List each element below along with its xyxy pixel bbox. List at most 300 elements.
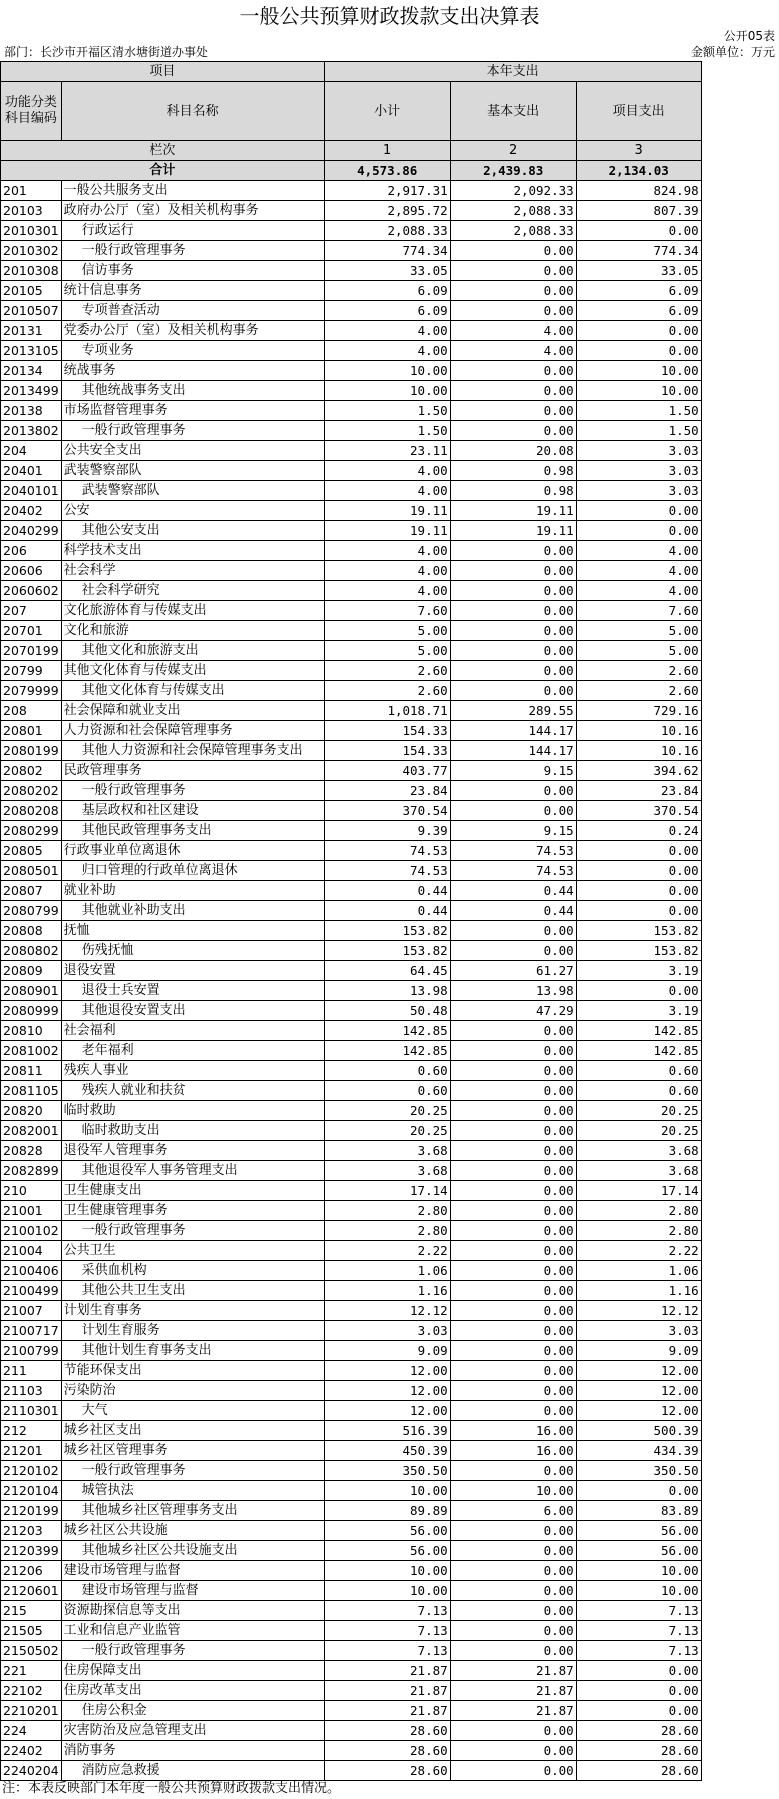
department-label: 部门：长沙市开福区清水塘街道办事处 [4,45,209,59]
table-row [1,1301,702,1321]
row-project: 5.00 [576,621,701,641]
row-subtotal: 2.22 [324,1241,450,1261]
row-name: 住房公积金 [61,1701,324,1721]
row-subtotal: 3.03 [324,1321,450,1341]
row-code: 2010308 [1,261,62,281]
row-code: 2013105 [1,341,62,361]
row-basic: 0.00 [450,1081,576,1101]
table-row [1,241,702,261]
row-code: 21505 [1,1621,62,1641]
row-project: 3.19 [576,1001,701,1021]
row-project: 5.00 [576,641,701,661]
row-name: 其他文化体育与传媒支出 [61,661,324,681]
row-name: 一般行政管理事务 [61,241,324,261]
row-project: 6.09 [576,281,701,301]
table-row [1,681,702,701]
row-name: 归口管理的行政单位离退休 [61,861,324,881]
table-row [1,381,702,401]
table-row [1,1341,702,1361]
row-code: 21103 [1,1381,62,1401]
header-current-year: 本年支出 [324,62,701,82]
row-project: 394.62 [576,761,701,781]
page-title: 一般公共预算财政拨款支出决算表 [239,4,540,28]
row-subtotal: 23.84 [324,781,450,801]
row-subtotal: 0.60 [324,1081,450,1101]
row-code: 20134 [1,361,62,381]
row-name: 基层政权和社区建设 [61,801,324,821]
row-code: 20810 [1,1021,62,1041]
row-name: 临时救助支出 [61,1121,324,1141]
row-basic: 0.00 [450,1021,576,1041]
row-name: 人力资源和社会保障管理事务 [61,721,324,741]
row-project: 7.13 [576,1601,701,1621]
row-project: 2.80 [576,1201,701,1221]
row-project: 7.13 [576,1641,701,1661]
row-code: 20105 [1,281,62,301]
row-name: 残疾人事业 [61,1061,324,1081]
row-basic: 0.00 [450,1381,576,1401]
row-basic: 0.00 [450,361,576,381]
row-project: 83.89 [576,1501,701,1521]
total-basic: 2,439.83 [450,161,576,181]
row-project: 2.60 [576,681,701,701]
row-project: 0.00 [576,521,701,541]
row-project: 28.60 [576,1741,701,1761]
table-row [1,661,702,681]
table-row [1,741,702,761]
table-row [1,801,702,821]
row-basic: 0.00 [450,1061,576,1081]
row-code: 21201 [1,1441,62,1461]
row-subtotal: 0.60 [324,1061,450,1081]
row-code: 20828 [1,1141,62,1161]
table-row [1,761,702,781]
row-name: 文化和旅游 [61,621,324,641]
row-subtotal: 5.00 [324,621,450,641]
table-row [1,1061,702,1081]
row-name: 其他退役军人事务管理支出 [61,1161,324,1181]
row-project: 0.00 [576,221,701,241]
row-code: 20138 [1,401,62,421]
row-subtotal: 1.06 [324,1261,450,1281]
header-column-index: 栏次 [1,141,325,161]
row-basic: 0.44 [450,901,576,921]
row-project: 807.39 [576,201,701,221]
row-name: 其他就业补助支出 [61,901,324,921]
index-2: 2 [450,141,576,161]
row-project: 500.39 [576,1421,701,1441]
row-basic: 0.00 [450,1201,576,1221]
row-basic: 20.08 [450,441,576,461]
row-basic: 0.00 [450,1241,576,1261]
row-basic: 0.00 [450,1521,576,1541]
row-basic: 10.00 [450,1481,576,1501]
row-basic: 0.00 [450,1101,576,1121]
row-name: 一般行政管理事务 [61,1461,324,1481]
row-project: 0.00 [576,501,701,521]
row-basic: 0.00 [450,1361,576,1381]
row-code: 21007 [1,1301,62,1321]
row-name: 社会科学研究 [61,581,324,601]
table-row [1,1581,702,1601]
table-row [1,521,702,541]
row-basic: 0.00 [450,1621,576,1641]
row-subtotal: 154.33 [324,741,450,761]
row-basic: 0.00 [450,241,576,261]
table-row [1,1501,702,1521]
row-subtotal: 142.85 [324,1021,450,1041]
row-name: 专项业务 [61,341,324,361]
row-code: 2013802 [1,421,62,441]
row-subtotal: 89.89 [324,1501,450,1521]
row-project: 56.00 [576,1541,701,1561]
row-subtotal: 19.11 [324,501,450,521]
row-subtotal: 28.60 [324,1721,450,1741]
row-basic: 0.00 [450,1601,576,1621]
row-code: 212 [1,1421,62,1441]
row-code: 20802 [1,761,62,781]
row-subtotal: 74.53 [324,841,450,861]
row-subtotal: 4.00 [324,341,450,361]
row-project: 153.82 [576,941,701,961]
row-name: 公安 [61,501,324,521]
row-code: 2120104 [1,1481,62,1501]
row-subtotal: 153.82 [324,941,450,961]
row-name: 就业补助 [61,881,324,901]
row-code: 201 [1,181,62,201]
table-row [1,921,702,941]
table-row [1,841,702,861]
row-name: 公共卫生 [61,1241,324,1261]
row-project: 23.84 [576,781,701,801]
row-code: 2080901 [1,981,62,1001]
row-project: 1.50 [576,401,701,421]
row-name: 工业和信息产业监管 [61,1621,324,1641]
row-name: 武装警察部队 [61,481,324,501]
row-code: 20401 [1,461,62,481]
row-basic: 289.55 [450,701,576,721]
row-basic: 61.27 [450,961,576,981]
row-project: 2.80 [576,1221,701,1241]
row-basic: 19.11 [450,521,576,541]
row-subtotal: 12.12 [324,1301,450,1321]
row-name: 武装警察部队 [61,461,324,481]
row-basic: 0.00 [450,401,576,421]
table-row [1,1001,702,1021]
row-basic: 0.00 [450,661,576,681]
row-name: 科学技术支出 [61,541,324,561]
row-project: 3.03 [576,441,701,461]
row-subtotal: 2.60 [324,661,450,681]
row-subtotal: 7.13 [324,1621,450,1641]
row-code: 22402 [1,1741,62,1761]
table-row [1,1241,702,1261]
table-row [1,1681,702,1701]
row-basic: 0.00 [450,801,576,821]
row-project: 3.68 [576,1141,701,1161]
row-basic: 21.87 [450,1701,576,1721]
row-code: 206 [1,541,62,561]
row-code: 208 [1,701,62,721]
row-project: 7.13 [576,1621,701,1641]
row-subtotal: 4.00 [324,481,450,501]
row-subtotal: 12.00 [324,1361,450,1381]
row-basic: 0.00 [450,541,576,561]
table-row [1,1261,702,1281]
row-name: 一般公共服务支出 [61,181,324,201]
table-row [1,261,702,281]
expenditure-table [0,61,702,1781]
row-code: 211 [1,1361,62,1381]
row-basic: 0.00 [450,1141,576,1161]
table-row [1,1221,702,1241]
table-row [1,821,702,841]
row-code: 21001 [1,1201,62,1221]
row-basic: 0.00 [450,941,576,961]
row-name: 其他统战事务支出 [61,381,324,401]
row-basic: 0.00 [450,1541,576,1561]
row-project: 0.00 [576,1661,701,1681]
row-subtotal: 370.54 [324,801,450,821]
row-name: 建设市场管理与监督 [61,1561,324,1581]
row-code: 2081105 [1,1081,62,1101]
row-code: 2120399 [1,1541,62,1561]
row-code: 21004 [1,1241,62,1261]
row-basic: 0.00 [450,261,576,281]
row-project: 1.06 [576,1261,701,1281]
row-project: 0.00 [576,841,701,861]
row-subtotal: 2,895.72 [324,201,450,221]
table-row [1,1081,702,1101]
row-name: 城乡社区管理事务 [61,1441,324,1461]
row-code: 20103 [1,201,62,221]
row-name: 残疾人就业和扶贫 [61,1081,324,1101]
row-name: 其他人力资源和社会保障管理事务支出 [61,741,324,761]
row-project: 434.39 [576,1441,701,1461]
row-subtotal: 13.98 [324,981,450,1001]
table-row [1,601,702,621]
table-row [1,781,702,801]
table-row [1,1281,702,1301]
table-row [1,1521,702,1541]
row-project: 3.19 [576,961,701,981]
table-row [1,1641,702,1661]
row-subtotal: 4.00 [324,321,450,341]
row-code: 22102 [1,1681,62,1701]
row-subtotal: 20.25 [324,1121,450,1141]
row-name: 其他退役安置支出 [61,1001,324,1021]
row-project: 0.00 [576,1481,701,1501]
row-code: 2120102 [1,1461,62,1481]
row-name: 城乡社区支出 [61,1421,324,1441]
row-subtotal: 450.39 [324,1441,450,1461]
row-subtotal: 2,088.33 [324,221,450,241]
table-row [1,1141,702,1161]
row-subtotal: 7.13 [324,1641,450,1661]
header-subtotal: 小计 [324,82,450,141]
row-subtotal: 50.48 [324,1001,450,1021]
row-basic: 74.53 [450,861,576,881]
row-basic: 0.98 [450,461,576,481]
row-project: 4.00 [576,561,701,581]
row-basic: 0.00 [450,621,576,641]
row-code: 2010507 [1,301,62,321]
row-project: 729.16 [576,701,701,721]
table-row [1,641,702,661]
row-name: 住房保障支出 [61,1661,324,1681]
row-code: 2040299 [1,521,62,541]
row-code: 20701 [1,621,62,641]
row-subtotal: 28.60 [324,1761,450,1781]
row-basic: 0.00 [450,1341,576,1361]
table-row [1,1101,702,1121]
row-basic: 47.29 [450,1001,576,1021]
row-basic: 0.00 [450,381,576,401]
table-row [1,1721,702,1741]
row-subtotal: 74.53 [324,861,450,881]
row-basic: 0.00 [450,1401,576,1421]
row-project: 0.00 [576,321,701,341]
row-basic: 0.00 [450,421,576,441]
table-row [1,1441,702,1461]
row-project: 0.60 [576,1081,701,1101]
unit-label: 金额单位：万元 [690,45,775,59]
row-code: 215 [1,1601,62,1621]
row-subtotal: 17.14 [324,1181,450,1201]
table-row [1,1381,702,1401]
table-row [1,1621,702,1641]
row-project: 7.60 [576,601,701,621]
row-basic: 0.00 [450,281,576,301]
row-project: 10.00 [576,1561,701,1581]
row-basic: 0.00 [450,921,576,941]
row-basic: 19.11 [450,501,576,521]
row-subtotal: 64.45 [324,961,450,981]
row-code: 2080202 [1,781,62,801]
row-basic: 0.00 [450,1281,576,1301]
row-code: 2100102 [1,1221,62,1241]
row-basic: 0.00 [450,1121,576,1141]
footnote: 注：本表反映部门本年度一般公共预算财政拨款支出情况。 [2,1781,341,1796]
table-row [1,1481,702,1501]
row-basic: 0.00 [450,561,576,581]
row-name: 行政运行 [61,221,324,241]
table-row [1,1181,702,1201]
table-row [1,701,702,721]
row-basic: 0.00 [450,581,576,601]
row-name: 消防事务 [61,1741,324,1761]
row-project: 3.68 [576,1161,701,1181]
row-name: 党委办公厅（室）及相关机构事务 [61,321,324,341]
row-name: 统计信息事务 [61,281,324,301]
row-code: 2080999 [1,1001,62,1021]
table-row [1,301,702,321]
row-subtotal: 9.39 [324,821,450,841]
row-name: 退役军人管理事务 [61,1141,324,1161]
row-subtotal: 516.39 [324,1421,450,1441]
table-row [1,281,702,301]
row-name: 信访事务 [61,261,324,281]
row-project: 0.00 [576,861,701,881]
row-name: 行政事业单位离退休 [61,841,324,861]
row-project: 6.09 [576,301,701,321]
row-project: 370.54 [576,801,701,821]
row-subtotal: 10.00 [324,1581,450,1601]
index-1: 1 [324,141,450,161]
total-subtotal: 4,573.86 [324,161,450,181]
row-code: 221 [1,1661,62,1681]
total-project: 2,134.03 [576,161,701,181]
row-subtotal: 10.00 [324,1561,450,1581]
row-code: 204 [1,441,62,461]
header-basic: 基本支出 [450,82,576,141]
row-basic: 0.00 [450,1741,576,1761]
row-subtotal: 403.77 [324,761,450,781]
row-code: 224 [1,1721,62,1741]
row-basic: 21.87 [450,1681,576,1701]
row-name: 专项普查活动 [61,301,324,321]
row-basic: 16.00 [450,1441,576,1461]
row-code: 2082899 [1,1161,62,1181]
row-project: 12.00 [576,1381,701,1401]
row-basic: 0.00 [450,1461,576,1481]
row-name: 退役士兵安置 [61,981,324,1001]
table-row [1,481,702,501]
row-name: 社会福利 [61,1021,324,1041]
row-basic: 0.00 [450,681,576,701]
row-subtotal: 1.16 [324,1281,450,1301]
row-basic: 74.53 [450,841,576,861]
table-row [1,581,702,601]
row-name: 民政管理事务 [61,761,324,781]
row-project: 10.00 [576,361,701,381]
row-project: 142.85 [576,1041,701,1061]
row-name: 消防应急救援 [61,1761,324,1781]
table-row [1,1421,702,1441]
row-basic: 21.87 [450,1661,576,1681]
row-subtotal: 21.87 [324,1661,450,1681]
row-subtotal: 0.44 [324,901,450,921]
row-project: 2.22 [576,1241,701,1261]
row-basic: 0.00 [450,1221,576,1241]
row-name: 建设市场管理与监督 [61,1581,324,1601]
row-code: 2081002 [1,1041,62,1061]
row-project: 1.50 [576,421,701,441]
row-subtotal: 1.50 [324,421,450,441]
row-project: 774.34 [576,241,701,261]
row-basic: 9.15 [450,761,576,781]
row-basic: 0.00 [450,1181,576,1201]
row-code: 2080501 [1,861,62,881]
row-subtotal: 4.00 [324,581,450,601]
table-row [1,1561,702,1581]
row-name: 伤残抚恤 [61,941,324,961]
row-subtotal: 350.50 [324,1461,450,1481]
table-row [1,621,702,641]
table-row [1,1041,702,1061]
row-subtotal: 6.09 [324,301,450,321]
row-subtotal: 10.00 [324,1481,450,1501]
row-name: 一般行政管理事务 [61,1221,324,1241]
row-project: 10.16 [576,721,701,741]
row-code: 2060602 [1,581,62,601]
row-code: 2080299 [1,821,62,841]
row-project: 4.00 [576,581,701,601]
row-project: 10.16 [576,741,701,761]
row-name: 统战事务 [61,361,324,381]
row-basic: 4.00 [450,341,576,361]
row-basic: 9.15 [450,821,576,841]
